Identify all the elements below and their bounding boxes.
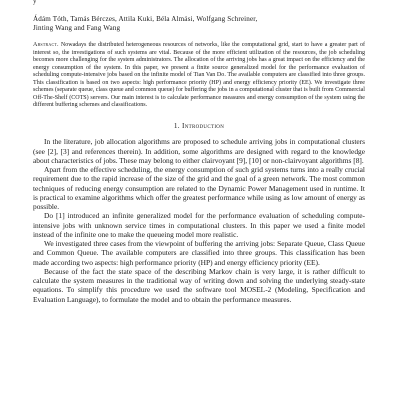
author-line-2: Jinting Wang and Fang Wang: [33, 24, 121, 33]
paper-page: [33, 0, 365, 304]
paragraph: Because of the fact the state space of the describing Markov chain is very large, it is rather difficult to calculate the system measures in the traditional way of writing down and solving the underlying steady-state equations. To simplify this procedure we used the software tool MOSEL-2 (Modeling, Specification and Evaluation Language), to formulate the model and to obtain the performance measures.: [33, 266, 365, 304]
paragraph: Do [1] introduced an infinite generalized model for the performance evaluation of scheduling compute-intensive jobs with unknown service times in computational clusters. In this paper we used a finite model instead of the infinite one to make the queueing model more realistic.: [33, 211, 365, 239]
author-list: [33, 15, 365, 33]
abstract-label: Abstract.: [33, 42, 59, 49]
section-heading: [33, 122, 365, 131]
previous-page-fragment: y: [33, 0, 37, 5]
section-title: Introduction: [182, 122, 225, 131]
author-line-1: Ádám Tóth, Tamás Bérczes, Attila Kuki, Béla Almási, Wolfgang Schreiner,: [33, 15, 258, 23]
introduction-body: [33, 137, 365, 304]
paragraph: Apart from the effective scheduling, the energy consumption of such grid systems turns into a really crucial requirement due to the rapid increase of the size of the grid and the goal of a green network. The most common techniques of reducing energy consumption are related to the Dynamic Power Management used in runtime. It is practical to examine algorithms which offer the greatest performance while using as low amount of energy as possible.: [33, 165, 365, 212]
section-number: 1.: [173, 122, 180, 131]
paragraph: In the literature, job allocation algorithms are proposed to schedule arriving jobs in computational clusters (see [2], [3] and references therein). In addition, some algorithms are designed with regard to the knowledge about characteristics of jobs. These may belong to either clairvoyant [9], [10] or non-clairvoyant algorithms [8].: [33, 137, 365, 165]
abstract: [33, 42, 365, 109]
abstract-text: Nowadays the distributed heterogeneous resources of networks, like the computational grid, start to have a greater part of interest so, the investigations of such systems are vital. Because of the more efficient utilization of the resources, the job scheduling becomes more challenging for the system administrators. The allocation of the arriving jobs has a great impact on the efficiency and the energy consumption of the system. In this paper, we present a finite source generalized model for the performance evaluation of scheduling compute-intensive jobs based on the infinite model of Tian Van Do. The available computers are classified into three groups. This classification is based on two aspects: high performance priority (HP) and energy efficiency priority (EE). We investigate three schemes (separate queue, class queue and common queue) for buffering the jobs in a computational cluster that is built from Commercial Off-The-Shelf (COTS) servers. Our main interest is to calculate performance measures and energy consumption of the system using the different buffering schemes and classifications.: [33, 42, 366, 109]
paragraph: We investigated three cases from the viewpoint of buffering the arriving jobs: Separate Queue, Class Queue and Common Queue. The available computers are classified into three groups. This classification has been made according two aspects: high performance priority (HP) and energy efficiency priority (EE).: [33, 239, 365, 267]
